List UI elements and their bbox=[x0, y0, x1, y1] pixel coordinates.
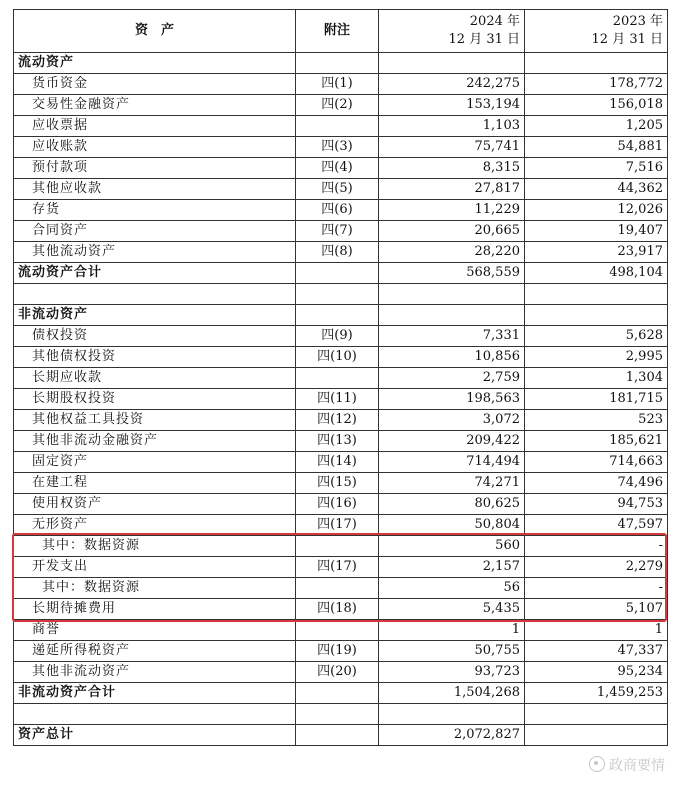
row-name: 其他债权投资 bbox=[14, 347, 296, 368]
header-2023 bbox=[525, 10, 668, 53]
table-header-row bbox=[14, 10, 668, 53]
row-note: 四(6) bbox=[296, 200, 379, 221]
table-row bbox=[14, 200, 668, 221]
header-2023-date: 12 月 31 日 bbox=[591, 32, 663, 47]
row-note bbox=[296, 263, 379, 284]
row-value-2023 bbox=[525, 305, 668, 326]
row-value-2023: 156,018 bbox=[525, 95, 668, 116]
row-note bbox=[296, 725, 379, 746]
row-value-2024: 3,072 bbox=[379, 410, 525, 431]
row-value-2023: 1,205 bbox=[525, 116, 668, 137]
row-value-2024: 27,817 bbox=[379, 179, 525, 200]
row-name: 递延所得税资产 bbox=[14, 641, 296, 662]
row-note bbox=[296, 305, 379, 326]
row-value-2023: 714,663 bbox=[525, 452, 668, 473]
row-name: 非流动资产合计 bbox=[14, 683, 296, 704]
row-value-2023: 523 bbox=[525, 410, 668, 431]
row-note: 四(1) bbox=[296, 74, 379, 95]
row-note: 四(8) bbox=[296, 242, 379, 263]
row-value-2023: 178,772 bbox=[525, 74, 668, 95]
row-note: 四(10) bbox=[296, 347, 379, 368]
table-row bbox=[14, 410, 668, 431]
row-value-2024: 2,072,827 bbox=[379, 725, 525, 746]
blank-row bbox=[14, 704, 668, 725]
row-name: 应收账款 bbox=[14, 137, 296, 158]
row-value-2023: 1 bbox=[525, 620, 668, 641]
row-value-2023 bbox=[525, 704, 668, 725]
row-name bbox=[14, 704, 296, 725]
row-name: 长期应收款 bbox=[14, 368, 296, 389]
row-note: 四(16) bbox=[296, 494, 379, 515]
row-note bbox=[296, 284, 379, 305]
row-name: 其中：数据资源 bbox=[14, 536, 296, 557]
row-name: 在建工程 bbox=[14, 473, 296, 494]
row-note bbox=[296, 536, 379, 557]
row-note bbox=[296, 53, 379, 74]
row-note: 四(9) bbox=[296, 326, 379, 347]
row-value-2023: 47,597 bbox=[525, 515, 668, 536]
row-value-2023: - bbox=[525, 536, 668, 557]
row-note bbox=[296, 368, 379, 389]
row-value-2024: 20,665 bbox=[379, 221, 525, 242]
row-value-2024 bbox=[379, 53, 525, 74]
row-value-2024: 75,741 bbox=[379, 137, 525, 158]
row-value-2024: 28,220 bbox=[379, 242, 525, 263]
row-value-2024: 242,275 bbox=[379, 74, 525, 95]
row-name: 存货 bbox=[14, 200, 296, 221]
table-row bbox=[14, 452, 668, 473]
watermark bbox=[589, 755, 665, 775]
row-note bbox=[296, 578, 379, 599]
row-value-2024: 50,755 bbox=[379, 641, 525, 662]
table-row bbox=[14, 641, 668, 662]
row-value-2023: 5,107 bbox=[525, 599, 668, 620]
table-row bbox=[14, 431, 668, 452]
row-name: 债权投资 bbox=[14, 326, 296, 347]
row-name: 流动资产 bbox=[14, 53, 296, 74]
row-note: 四(13) bbox=[296, 431, 379, 452]
table-row bbox=[14, 368, 668, 389]
row-value-2024 bbox=[379, 284, 525, 305]
row-value-2024: 1 bbox=[379, 620, 525, 641]
row-value-2023: 7,516 bbox=[525, 158, 668, 179]
row-value-2023: 498,104 bbox=[525, 263, 668, 284]
table-row bbox=[14, 137, 668, 158]
row-value-2024: 11,229 bbox=[379, 200, 525, 221]
row-value-2024: 1,103 bbox=[379, 116, 525, 137]
table-row bbox=[14, 221, 668, 242]
row-note bbox=[296, 116, 379, 137]
header-2024-date: 12 月 31 日 bbox=[448, 32, 520, 47]
table-row bbox=[14, 179, 668, 200]
row-value-2024: 153,194 bbox=[379, 95, 525, 116]
row-value-2024: 2,759 bbox=[379, 368, 525, 389]
table-row bbox=[14, 494, 668, 515]
row-value-2023 bbox=[525, 53, 668, 74]
watermark-text: 政商要情 bbox=[609, 758, 665, 774]
table-row bbox=[14, 116, 668, 137]
row-value-2024: 56 bbox=[379, 578, 525, 599]
row-note: 四(15) bbox=[296, 473, 379, 494]
table-row bbox=[14, 158, 668, 179]
row-name: 其他权益工具投资 bbox=[14, 410, 296, 431]
row-name: 其中：数据资源 bbox=[14, 578, 296, 599]
row-value-2023: 74,496 bbox=[525, 473, 668, 494]
blank-row bbox=[14, 284, 668, 305]
table-row bbox=[14, 557, 668, 578]
row-note: 四(18) bbox=[296, 599, 379, 620]
row-note: 四(4) bbox=[296, 158, 379, 179]
row-value-2023: 23,917 bbox=[525, 242, 668, 263]
balance-sheet-table bbox=[13, 9, 668, 746]
header-2024 bbox=[379, 10, 525, 53]
section-row bbox=[14, 305, 668, 326]
row-value-2023: 2,279 bbox=[525, 557, 668, 578]
row-value-2024: 1,504,268 bbox=[379, 683, 525, 704]
balance-sheet bbox=[13, 9, 667, 746]
row-value-2023: - bbox=[525, 578, 668, 599]
row-name: 固定资产 bbox=[14, 452, 296, 473]
table-row bbox=[14, 599, 668, 620]
row-value-2024: 7,331 bbox=[379, 326, 525, 347]
row-note: 四(17) bbox=[296, 515, 379, 536]
row-value-2023: 181,715 bbox=[525, 389, 668, 410]
row-value-2024: 198,563 bbox=[379, 389, 525, 410]
table-row bbox=[14, 536, 668, 557]
row-note: 四(12) bbox=[296, 410, 379, 431]
row-note bbox=[296, 683, 379, 704]
row-value-2024: 209,422 bbox=[379, 431, 525, 452]
row-name: 交易性金融资产 bbox=[14, 95, 296, 116]
table-row bbox=[14, 578, 668, 599]
row-value-2024: 714,494 bbox=[379, 452, 525, 473]
row-value-2024: 8,315 bbox=[379, 158, 525, 179]
row-name: 其他应收款 bbox=[14, 179, 296, 200]
row-name: 货币资金 bbox=[14, 74, 296, 95]
row-value-2023: 5,628 bbox=[525, 326, 668, 347]
row-note bbox=[296, 704, 379, 725]
row-value-2024: 50,804 bbox=[379, 515, 525, 536]
row-name: 应收票据 bbox=[14, 116, 296, 137]
row-value-2023: 1,459,253 bbox=[525, 683, 668, 704]
header-2023-year: 2023 年 bbox=[612, 14, 663, 29]
row-note: 四(5) bbox=[296, 179, 379, 200]
row-value-2024 bbox=[379, 305, 525, 326]
table-row bbox=[14, 74, 668, 95]
row-value-2024: 568,559 bbox=[379, 263, 525, 284]
row-value-2024: 5,435 bbox=[379, 599, 525, 620]
row-note: 四(17) bbox=[296, 557, 379, 578]
row-name: 长期股权投资 bbox=[14, 389, 296, 410]
row-value-2023: 185,621 bbox=[525, 431, 668, 452]
table-row bbox=[14, 662, 668, 683]
section-row bbox=[14, 725, 668, 746]
table-row bbox=[14, 326, 668, 347]
row-value-2023 bbox=[525, 725, 668, 746]
row-name: 其他非流动金融资产 bbox=[14, 431, 296, 452]
row-name: 合同资产 bbox=[14, 221, 296, 242]
row-note: 四(2) bbox=[296, 95, 379, 116]
row-note: 四(7) bbox=[296, 221, 379, 242]
row-note: 四(11) bbox=[296, 389, 379, 410]
row-name: 非流动资产 bbox=[14, 305, 296, 326]
row-value-2023: 94,753 bbox=[525, 494, 668, 515]
table-row bbox=[14, 95, 668, 116]
row-note bbox=[296, 620, 379, 641]
row-name: 资产总计 bbox=[14, 725, 296, 746]
row-value-2024: 80,625 bbox=[379, 494, 525, 515]
row-value-2023: 44,362 bbox=[525, 179, 668, 200]
header-note: 附注 bbox=[296, 10, 379, 53]
row-value-2023: 47,337 bbox=[525, 641, 668, 662]
row-value-2024: 2,157 bbox=[379, 557, 525, 578]
table-row bbox=[14, 242, 668, 263]
row-name: 长期待摊费用 bbox=[14, 599, 296, 620]
row-name: 流动资产合计 bbox=[14, 263, 296, 284]
row-value-2024: 93,723 bbox=[379, 662, 525, 683]
row-note: 四(3) bbox=[296, 137, 379, 158]
row-value-2023: 54,881 bbox=[525, 137, 668, 158]
row-name: 使用权资产 bbox=[14, 494, 296, 515]
row-name: 其他流动资产 bbox=[14, 242, 296, 263]
table-row bbox=[14, 515, 668, 536]
row-name: 开发支出 bbox=[14, 557, 296, 578]
row-note: 四(20) bbox=[296, 662, 379, 683]
row-value-2023: 2,995 bbox=[525, 347, 668, 368]
header-asset: 资 产 bbox=[14, 10, 296, 53]
header-2024-year: 2024 年 bbox=[469, 14, 520, 29]
row-value-2023: 12,026 bbox=[525, 200, 668, 221]
section-row bbox=[14, 263, 668, 284]
row-value-2024 bbox=[379, 704, 525, 725]
table-row bbox=[14, 347, 668, 368]
row-name: 无形资产 bbox=[14, 515, 296, 536]
table-row bbox=[14, 620, 668, 641]
row-name: 预付款项 bbox=[14, 158, 296, 179]
row-value-2023: 1,304 bbox=[525, 368, 668, 389]
row-value-2023: 95,234 bbox=[525, 662, 668, 683]
row-value-2023: 19,407 bbox=[525, 221, 668, 242]
row-value-2024: 560 bbox=[379, 536, 525, 557]
row-value-2024: 74,271 bbox=[379, 473, 525, 494]
row-name: 其他非流动资产 bbox=[14, 662, 296, 683]
row-value-2023 bbox=[525, 284, 668, 305]
table-row bbox=[14, 389, 668, 410]
row-name bbox=[14, 284, 296, 305]
table-row bbox=[14, 473, 668, 494]
row-value-2024: 10,856 bbox=[379, 347, 525, 368]
row-note: 四(14) bbox=[296, 452, 379, 473]
row-name: 商誉 bbox=[14, 620, 296, 641]
section-row bbox=[14, 53, 668, 74]
watermark-icon bbox=[589, 756, 605, 772]
row-note: 四(19) bbox=[296, 641, 379, 662]
section-row bbox=[14, 683, 668, 704]
